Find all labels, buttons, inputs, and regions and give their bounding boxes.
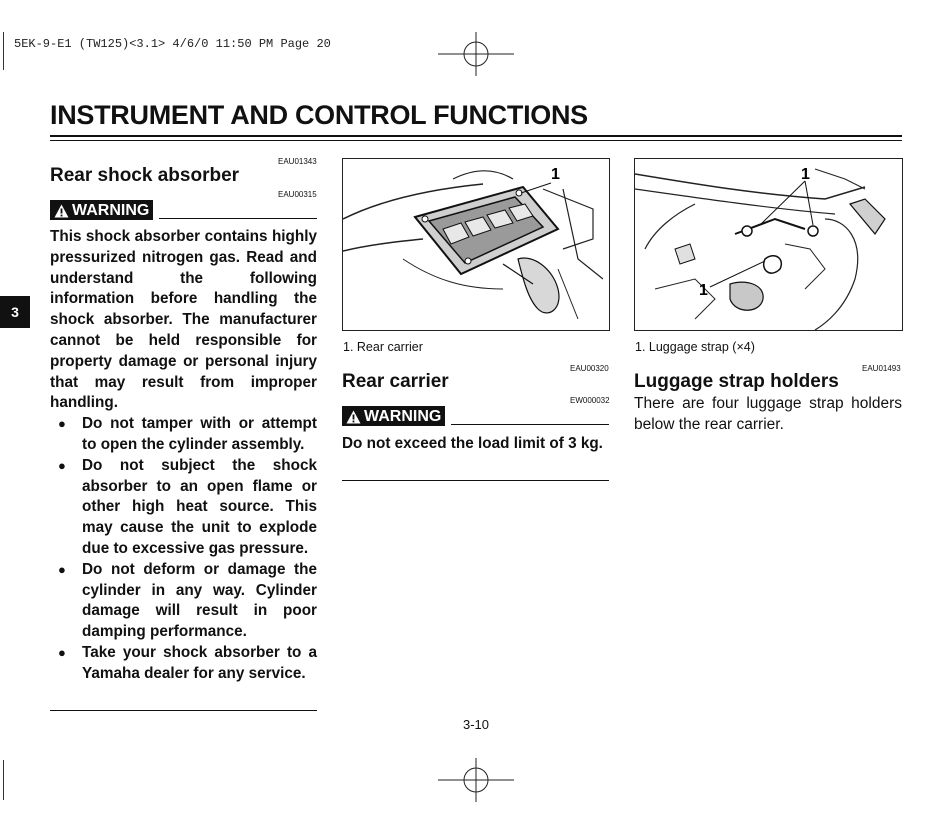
crop-mark <box>3 32 4 70</box>
crop-mark <box>3 760 4 800</box>
print-header: 5EK-9-E1 (TW125)<3.1> 4/6/0 11:50 PM Page 20 <box>14 37 331 51</box>
bullet-item: ● Do not subject the shock absorber to an open flame or other high heat source. This may cause the unit to explode due to excessive gas pressure. <box>50 456 317 560</box>
title-rule-thin <box>50 140 902 141</box>
section-code: EAU00315 <box>278 190 317 199</box>
warning-rule <box>159 218 317 219</box>
warning-end-rule <box>50 710 317 711</box>
warning-triangle-icon <box>346 410 361 424</box>
figure-callout: 1 <box>699 282 708 299</box>
luggage-strap-illustration <box>635 159 902 330</box>
warning-header <box>342 406 609 426</box>
section-code: EAU01343 <box>278 157 317 166</box>
warning-label: WARNING <box>72 202 150 219</box>
bullet-item: ● Do not deform or damage the cylinder in any way. Cylinder damage will result in poor damping performance. <box>50 560 317 643</box>
warning-badge <box>342 406 445 426</box>
registration-crosshair-icon <box>438 30 518 80</box>
figure-caption: 1. Luggage strap (×4) <box>635 340 755 354</box>
section-heading-rear-carrier: Rear carrier <box>342 371 449 392</box>
rear-carrier-figure <box>342 158 610 331</box>
warning-badge <box>50 200 153 220</box>
section-code: EW000032 <box>570 396 610 405</box>
warning-end-rule <box>342 480 609 481</box>
warning-label: WARNING <box>364 408 442 425</box>
figure-caption: 1. Rear carrier <box>343 340 423 354</box>
title-rule <box>50 135 902 137</box>
warning-header <box>50 200 317 220</box>
section-heading-rear-shock-absorber: Rear shock absorber <box>50 165 240 186</box>
warning-text: Do not exceed the load limit of 3 kg. <box>342 435 603 452</box>
section-heading-luggage-strap-holders: Luggage strap holders <box>634 371 839 392</box>
registration-crosshair-icon <box>438 756 518 812</box>
warning-rule <box>451 424 609 425</box>
page-title: INSTRUMENT AND CONTROL FUNCTIONS <box>50 100 588 130</box>
figure-callout: 1 <box>551 166 560 183</box>
warning-bullet-list <box>50 414 317 684</box>
luggage-strap-text: There are four luggage strap holders below the rear carrier. <box>634 395 902 433</box>
page-number: 3-10 <box>463 717 490 732</box>
warning-triangle-icon <box>54 204 69 218</box>
warning-body <box>50 227 317 685</box>
rear-carrier-illustration <box>343 159 609 330</box>
figure-callout: 1 <box>801 166 810 183</box>
warning-intro: This shock absorber contains highly pressurized nitrogen gas. Read and understand the following information before handling the shock absorber. The manufacturer cannot be held responsible for property damage or personal injury that may result from improper handling. <box>50 228 317 412</box>
bullet-item: ● Take your shock absorber to a Yamaha dealer for any service. <box>50 643 317 685</box>
chapter-tab: 3 <box>0 296 30 328</box>
section-code: EAU01493 <box>862 364 901 373</box>
luggage-strap-figure <box>634 158 903 331</box>
bullet-item: ● Do not tamper with or attempt to open the cylinder assembly. <box>50 414 317 456</box>
section-code: EAU00320 <box>570 364 609 373</box>
